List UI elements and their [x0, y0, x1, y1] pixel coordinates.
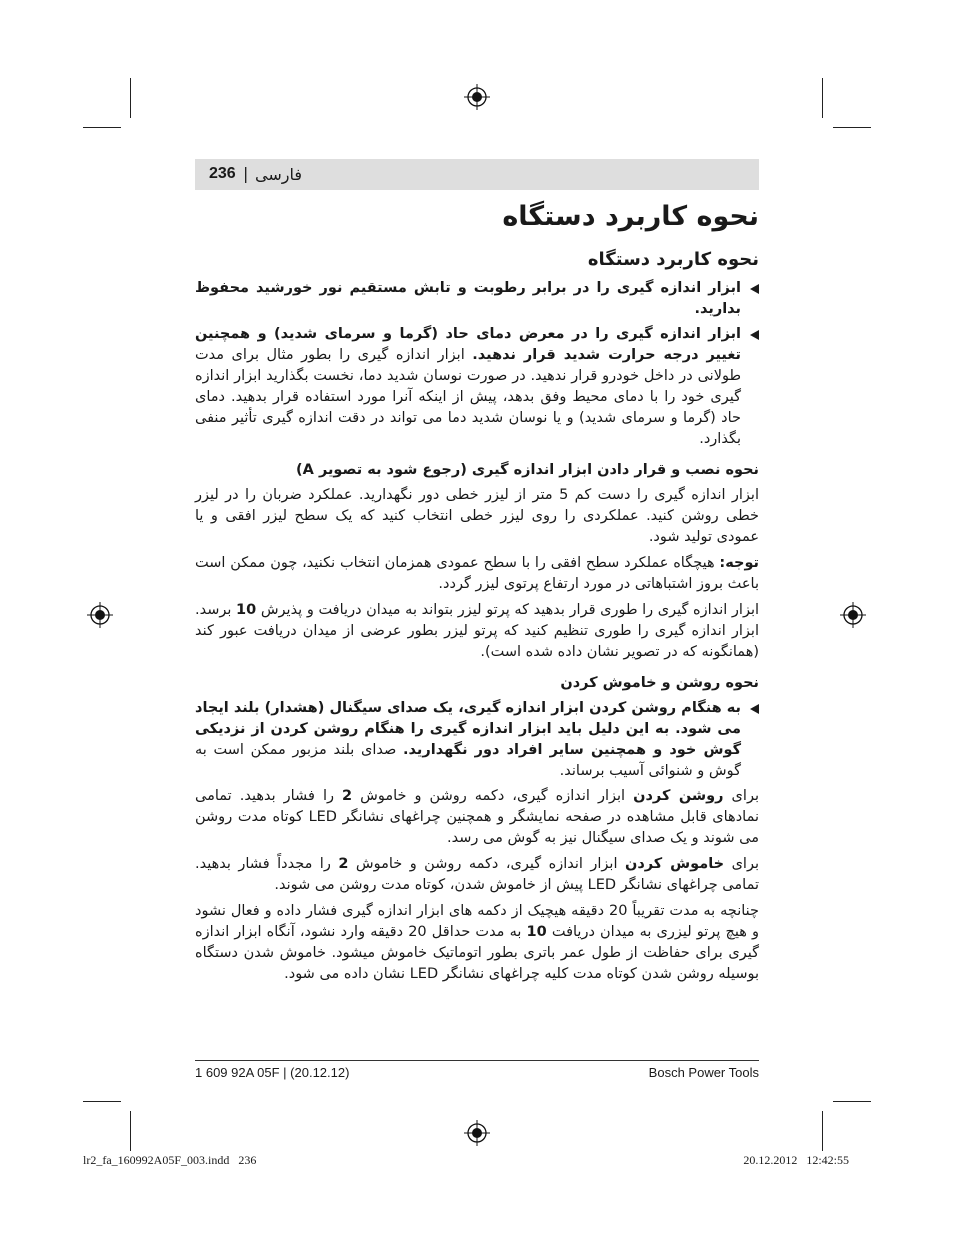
- note-paragraph: [195, 553, 759, 595]
- crop-mark: [130, 78, 131, 118]
- paragraph: [195, 901, 759, 985]
- section-heading: نحوه کاربرد دستگاه: [587, 249, 759, 270]
- crop-mark: [83, 1101, 121, 1102]
- slug-filename: lr2_fa_160992A05F_003.indd 236: [83, 1153, 257, 1167]
- paragraph-text: برسد. ابزار اندازه گیری را طوری تنظیم کنید که پرتو لیزر بطور عرضی از میدان دریافت عبور کند (همانگونه که در تصویر نشان داده شده است).: [195, 602, 759, 660]
- paragraph-text: را مجدداً فشار بدهید. تمامی چراغهای نشانگر LED پیش از خاموش شدن، کوتاه مدت روشن می شوند.: [195, 856, 759, 893]
- bullet-text: صدای بلند مزبور ممکن است به گوش و شنوائی آسیب برساند.: [195, 742, 741, 779]
- bullet-item: [195, 324, 759, 450]
- crop-mark: [833, 1101, 871, 1102]
- crop-mark: [833, 127, 871, 128]
- bullet-item: [195, 698, 759, 782]
- bullet-triangle-icon: [750, 704, 759, 714]
- page-header: [195, 159, 759, 190]
- bullet-triangle-icon: [750, 284, 759, 294]
- page-title: نحوه کاربرد دستگاه: [502, 201, 759, 232]
- crop-mark: [130, 1111, 131, 1151]
- bullet-item: [195, 278, 759, 320]
- crop-mark: [822, 1111, 823, 1151]
- registration-mark-icon: [464, 84, 490, 110]
- bold-term: روشن کردن: [633, 788, 724, 804]
- paragraph-text: برای: [723, 788, 759, 804]
- crop-mark: [83, 127, 121, 128]
- reference-number: 10: [236, 602, 257, 618]
- subsection-heading: نحوه نصب و قرار دادن ابزار اندازه گیری (رجوع شود به تصویر A): [296, 462, 759, 478]
- paragraph-text: ابزار اندازه گیری، دکمه روشن و خاموش: [352, 788, 634, 804]
- paragraph: [195, 600, 759, 663]
- paragraph: ابزار اندازه گیری را دست کم 5 متر از لیزر خطی دور نگهدارید. عملکرد ضربان را در لیزر خطی روشن کنید. عملکردی را روی لیزر خطی انتخاب کنید که یک سطح لیزر افقی و یا عمودی تولید شود.: [195, 487, 759, 545]
- bullet-bold-text: ابزار اندازه گیری را در معرض دمای حاد (گرما و سرمای شدید) و همچنین تغییر درجه حرارت شدید قرار ندهید.: [195, 326, 741, 363]
- crop-mark: [822, 78, 823, 118]
- reference-number: 2: [338, 856, 349, 872]
- registration-mark-icon: [87, 602, 113, 628]
- footer-divider: [195, 1060, 759, 1061]
- footer-brand: Bosch Power Tools: [648, 1065, 759, 1080]
- paragraph-text: ابزار اندازه گیری را طوری قرار بدهید که پرتو لیزر بتواند به میدان دریافت و پذیرش: [256, 602, 760, 618]
- bullet-triangle-icon: [750, 330, 759, 340]
- note-text: هیچگاه عملکرد سطح افقی را با سطح عمودی همزمان انتخاب نکنید، چون ممکن است باعث بروز اشتباهاتی در مورد ارتفاع پرتوی لیزر گردد.: [195, 555, 759, 592]
- paragraph-text: ابزار اندازه گیری، دکمه روشن و خاموش: [348, 856, 625, 872]
- paragraph-text: به مدت حداقل 20 دقیقه وارد نشود، آنگاه ابزار اندازه گیری برای حفاظت از طول عمر باتری بطور اتوماتیک خاموش میشود. خاموش شدن دستگاه بوسیله روشن شدن کوتاه مدت کلیه چراغهای نشانگر LED نشان داده می شود.: [195, 924, 759, 982]
- paragraph: [195, 786, 759, 849]
- note-label: توجه:: [719, 555, 759, 571]
- paragraph-text: را فشار بدهید. تمامی نمادهای قابل مشاهده در صفحه نمایشگر و همچنین چراغهای نشانگر LED کوتاه مدت روشن می شوند و یک صدای سیگنال نیز به گوش می رسد.: [195, 788, 759, 846]
- header-language: فارسی: [255, 165, 302, 184]
- footer-doc-number: 1 609 92A 05F | (20.12.12): [195, 1065, 350, 1080]
- page-number: 236: [209, 165, 236, 182]
- slug-datetime: 20.12.2012 12:42:55: [743, 1153, 849, 1167]
- paragraph-text: چنانچه به مدت تقریباً 20 دقیقه هیچیک از دکمه های ابزار اندازه گیری فشار داده و فعال نشود و هیچ پرتو لیزری به میدان دریافت: [195, 903, 759, 940]
- bullet-text: ابزار اندازه گیری را بطور مثال برای مدت طولانی در داخل خودرو قرار ندهید. در صورت نوسان شدید دما، نخست بگذارید ابزار اندازه گیری خود را با دمای محیط وفق بدهد، پیش از اینکه آنرا مورد استفاده قرار بدهید. دمای حاد (گرما و سرمای شدید) و یا نوسان شدید دما می تواند در دقت اندازه گیری تأثیر منفی بگذارد.: [195, 347, 741, 447]
- paragraph: [195, 854, 759, 896]
- reference-number: 2: [342, 788, 353, 804]
- reference-number: 10: [526, 924, 547, 940]
- subsection-heading: نحوه روشن و خاموش کردن: [560, 675, 759, 691]
- main-content: [195, 198, 759, 990]
- header-separator: |: [243, 164, 249, 183]
- registration-mark-icon: [464, 1120, 490, 1146]
- registration-mark-icon: [840, 602, 866, 628]
- bullet-text: ابزار اندازه گیری را در برابر رطوبت و تابش مستقیم نور خورشید محفوظ بدارید.: [195, 280, 741, 317]
- bold-term: خاموش کردن: [624, 856, 725, 872]
- bullet-bold-text: به هنگام روشن کردن ابزار اندازه گیری، یک صدای سیگنال (هشدار) بلند ایجاد می شود. به این دلیل باید ابزار اندازه گیری را هنگام روشن کردن از نزدیکی گوش خود و همچنین سایر افراد دور نگهدارید.: [195, 700, 741, 758]
- paragraph-text: برای: [724, 856, 759, 872]
